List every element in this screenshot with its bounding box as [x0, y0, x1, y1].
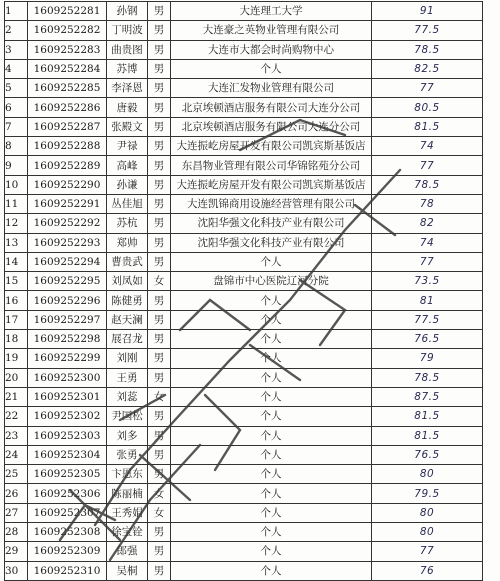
row-number: 17 [5, 310, 28, 329]
candidate-organization: 大连豪之英物业管理有限公司 [171, 21, 372, 40]
candidate-sex: 男 [148, 233, 171, 252]
candidate-organization: 个人 [171, 387, 372, 406]
roster-table [4, 1, 483, 581]
table-row [5, 117, 483, 136]
candidate-organization: 北京埃顿酒店服务有限公司大连分公司 [171, 98, 372, 117]
candidate-name: 张勇 [107, 445, 148, 464]
row-number: 26 [5, 484, 28, 503]
handwritten-score: 77.5 [372, 21, 483, 40]
candidate-organization: 个人 [171, 523, 372, 542]
row-number: 8 [5, 137, 28, 156]
row-number: 10 [5, 175, 28, 194]
candidate-name: 丛佳旭 [107, 194, 148, 213]
candidate-sex: 男 [148, 214, 171, 233]
table-row [5, 194, 483, 213]
roster-body [5, 2, 483, 581]
candidate-name: 吴桐 [107, 561, 148, 580]
candidate-sex: 男 [148, 368, 171, 387]
row-number: 15 [5, 272, 28, 291]
candidate-id: 1609252285 [28, 79, 107, 98]
candidate-id: 1609252289 [28, 156, 107, 175]
candidate-sex: 男 [148, 2, 171, 21]
candidate-name: 郑帅 [107, 233, 148, 252]
candidate-sex: 男 [148, 40, 171, 59]
table-row [5, 175, 483, 194]
candidate-name: 展召龙 [107, 330, 148, 349]
table-row [5, 484, 483, 503]
handwritten-score: 76.5 [372, 445, 483, 464]
table-row [5, 387, 483, 406]
candidate-id: 1609252307 [28, 503, 107, 522]
table-row [5, 561, 483, 580]
candidate-name: 刘凤如 [107, 272, 148, 291]
candidate-sex: 男 [148, 349, 171, 368]
candidate-id: 1609252308 [28, 523, 107, 542]
candidate-name: 卞恩东 [107, 465, 148, 484]
row-number: 30 [5, 561, 28, 580]
candidate-organization: 大连市大都会时尚购物中心 [171, 40, 372, 59]
candidate-id: 1609252292 [28, 214, 107, 233]
candidate-organization: 个人 [171, 291, 372, 310]
candidate-name: 张殿文 [107, 117, 148, 136]
candidate-sex: 男 [148, 137, 171, 156]
candidate-name: 陈健勇 [107, 291, 148, 310]
row-number: 22 [5, 407, 28, 426]
candidate-id: 1609252282 [28, 21, 107, 40]
candidate-name: 李泽恩 [107, 79, 148, 98]
table-row [5, 330, 483, 349]
candidate-organization: 个人 [171, 368, 372, 387]
candidate-organization: 大连理工大学 [171, 2, 372, 21]
candidate-id: 1609252283 [28, 40, 107, 59]
handwritten-score: 73.5 [372, 272, 483, 291]
candidate-sex: 男 [148, 252, 171, 271]
candidate-sex: 男 [148, 156, 171, 175]
handwritten-score: 78.5 [372, 40, 483, 59]
handwritten-score: 78.5 [372, 175, 483, 194]
candidate-id: 1609252302 [28, 407, 107, 426]
candidate-sex: 男 [148, 194, 171, 213]
row-number: 11 [5, 194, 28, 213]
candidate-id: 1609252286 [28, 98, 107, 117]
candidate-name: 苏博 [107, 59, 148, 78]
row-number: 2 [5, 21, 28, 40]
candidate-organization: 个人 [171, 503, 372, 522]
candidate-id: 1609252290 [28, 175, 107, 194]
handwritten-score: 78 [372, 194, 483, 213]
candidate-organization: 个人 [171, 426, 372, 445]
candidate-organization: 个人 [171, 484, 372, 503]
candidate-name: 孙谦 [107, 175, 148, 194]
candidate-name: 苏杭 [107, 214, 148, 233]
candidate-id: 1609252295 [28, 272, 107, 291]
row-number: 14 [5, 252, 28, 271]
row-number: 27 [5, 503, 28, 522]
candidate-id: 1609252281 [28, 2, 107, 21]
candidate-sex: 女 [148, 503, 171, 522]
candidate-sex: 男 [148, 310, 171, 329]
handwritten-score: 76 [372, 561, 483, 580]
candidate-name: 刘多 [107, 426, 148, 445]
handwritten-score: 81.5 [372, 117, 483, 136]
table-row [5, 21, 483, 40]
row-number: 4 [5, 59, 28, 78]
handwritten-score: 81.5 [372, 407, 483, 426]
candidate-sex: 男 [148, 117, 171, 136]
candidate-id: 1609252305 [28, 465, 107, 484]
candidate-organization: 大连凯锦商用设施经营管理有限公司 [171, 194, 372, 213]
table-row [5, 156, 483, 175]
candidate-id: 1609252288 [28, 137, 107, 156]
candidate-id: 1609252310 [28, 561, 107, 580]
candidate-id: 1609252301 [28, 387, 107, 406]
handwritten-score: 82.5 [372, 59, 483, 78]
candidate-name: 孙钢 [107, 2, 148, 21]
row-number: 29 [5, 542, 28, 561]
candidate-name: 高峰 [107, 156, 148, 175]
candidate-sex: 男 [148, 98, 171, 117]
candidate-organization: 个人 [171, 407, 372, 426]
row-number: 5 [5, 79, 28, 98]
table-row [5, 40, 483, 59]
candidate-id: 1609252303 [28, 426, 107, 445]
table-row [5, 214, 483, 233]
handwritten-score: 78.5 [372, 368, 483, 387]
candidate-id: 1609252296 [28, 291, 107, 310]
table-row [5, 368, 483, 387]
row-number: 24 [5, 445, 28, 464]
candidate-name: 曲贵图 [107, 40, 148, 59]
table-row [5, 503, 483, 522]
candidate-id: 1609252284 [28, 59, 107, 78]
row-number: 25 [5, 465, 28, 484]
handwritten-score: 77.5 [372, 310, 483, 329]
table-row [5, 98, 483, 117]
table-row [5, 349, 483, 368]
candidate-organization: 个人 [171, 330, 372, 349]
candidate-organization: 大连振屹房屋开发有限公司凯宾斯基饭店 [171, 137, 372, 156]
candidate-sex: 女 [148, 484, 171, 503]
candidate-name: 尹国松 [107, 407, 148, 426]
candidate-organization: 个人 [171, 445, 372, 464]
table-row [5, 252, 483, 271]
candidate-organization: 东昌物业管理有限公司华锦铭苑分公司 [171, 156, 372, 175]
candidate-name: 唐毅 [107, 98, 148, 117]
row-number: 19 [5, 349, 28, 368]
candidate-id: 1609252300 [28, 368, 107, 387]
handwritten-score: 81.5 [372, 426, 483, 445]
row-number: 7 [5, 117, 28, 136]
handwritten-score: 79 [372, 349, 483, 368]
candidate-name: 刘刚 [107, 349, 148, 368]
candidate-id: 1609252293 [28, 233, 107, 252]
candidate-sex: 男 [148, 291, 171, 310]
candidate-organization: 个人 [171, 252, 372, 271]
candidate-name: 赵天澜 [107, 310, 148, 329]
row-number: 13 [5, 233, 28, 252]
candidate-id: 1609252304 [28, 445, 107, 464]
handwritten-score: 87.5 [372, 387, 483, 406]
row-number: 28 [5, 523, 28, 542]
candidate-id: 1609252287 [28, 117, 107, 136]
candidate-organization: 沈阳华强文化科技产业有限公司 [171, 214, 372, 233]
candidate-sex: 男 [148, 59, 171, 78]
table-row [5, 137, 483, 156]
candidate-name: 曹贵武 [107, 252, 148, 271]
table-row [5, 291, 483, 310]
candidate-organization: 北京埃顿酒店服务有限公司大连分公司 [171, 117, 372, 136]
candidate-organization: 个人 [171, 310, 372, 329]
candidate-name: 王秀娟 [107, 503, 148, 522]
candidate-sex: 男 [148, 330, 171, 349]
table-row [5, 59, 483, 78]
candidate-organization: 沈阳华强文化科技产业有限公司 [171, 233, 372, 252]
candidate-organization: 大连汇发物业管理有限公司 [171, 79, 372, 98]
row-number: 18 [5, 330, 28, 349]
row-number: 20 [5, 368, 28, 387]
candidate-name: 王勇 [107, 368, 148, 387]
handwritten-score: 80 [372, 465, 483, 484]
candidate-sex: 男 [148, 445, 171, 464]
table-row [5, 523, 483, 542]
candidate-organization: 个人 [171, 349, 372, 368]
row-number: 9 [5, 156, 28, 175]
handwritten-score: 82 [372, 214, 483, 233]
candidate-id: 1609252297 [28, 310, 107, 329]
handwritten-score: 77 [372, 542, 483, 561]
handwritten-score: 91 [372, 2, 483, 21]
handwritten-score: 74 [372, 233, 483, 252]
candidate-sex: 男 [148, 175, 171, 194]
handwritten-score: 80 [372, 523, 483, 542]
table-row [5, 310, 483, 329]
table-row [5, 542, 483, 561]
candidate-organization: 个人 [171, 59, 372, 78]
handwritten-score: 76.5 [372, 330, 483, 349]
candidate-organization: 大连振屹房屋开发有限公司凯宾斯基饭店 [171, 175, 372, 194]
handwritten-score: 80 [372, 503, 483, 522]
row-number: 16 [5, 291, 28, 310]
candidate-sex: 男 [148, 561, 171, 580]
candidate-sex: 男 [148, 79, 171, 98]
table-row [5, 233, 483, 252]
candidate-name: 郎强 [107, 542, 148, 561]
candidate-organization: 个人 [171, 465, 372, 484]
table-row [5, 445, 483, 464]
table-row [5, 2, 483, 21]
handwritten-score: 80.5 [372, 98, 483, 117]
candidate-sex: 男 [148, 407, 171, 426]
candidate-name: 陈丽楠 [107, 484, 148, 503]
candidate-name: 丁明波 [107, 21, 148, 40]
handwritten-score: 77 [372, 252, 483, 271]
row-number: 21 [5, 387, 28, 406]
candidate-sex: 男 [148, 523, 171, 542]
row-number: 23 [5, 426, 28, 445]
candidate-sex: 女 [148, 272, 171, 291]
handwritten-score: 79.5 [372, 484, 483, 503]
candidate-organization: 盘锦市中心医院辽河分院 [171, 272, 372, 291]
candidate-id: 1609252294 [28, 252, 107, 271]
candidate-name: 徐宝铨 [107, 523, 148, 542]
row-number: 1 [5, 2, 28, 21]
handwritten-score: 81 [372, 291, 483, 310]
table-row [5, 79, 483, 98]
candidate-id: 1609252291 [28, 194, 107, 213]
candidate-sex: 女 [148, 387, 171, 406]
table-row [5, 272, 483, 291]
candidate-sex: 男 [148, 542, 171, 561]
table-row [5, 407, 483, 426]
handwritten-score: 77 [372, 156, 483, 175]
candidate-id: 1609252309 [28, 542, 107, 561]
row-number: 6 [5, 98, 28, 117]
candidate-id: 1609252298 [28, 330, 107, 349]
handwritten-score: 74 [372, 137, 483, 156]
candidate-name: 刘蕊 [107, 387, 148, 406]
table-row [5, 426, 483, 445]
candidate-id: 1609252299 [28, 349, 107, 368]
table-row [5, 465, 483, 484]
candidate-sex: 男 [148, 426, 171, 445]
candidate-organization: 个人 [171, 542, 372, 561]
candidate-organization: 个人 [171, 561, 372, 580]
candidate-sex: 男 [148, 21, 171, 40]
row-number: 3 [5, 40, 28, 59]
candidate-sex: 男 [148, 465, 171, 484]
candidate-name: 尹禄 [107, 137, 148, 156]
row-number: 12 [5, 214, 28, 233]
handwritten-score: 77 [372, 79, 483, 98]
candidate-id: 1609252306 [28, 484, 107, 503]
